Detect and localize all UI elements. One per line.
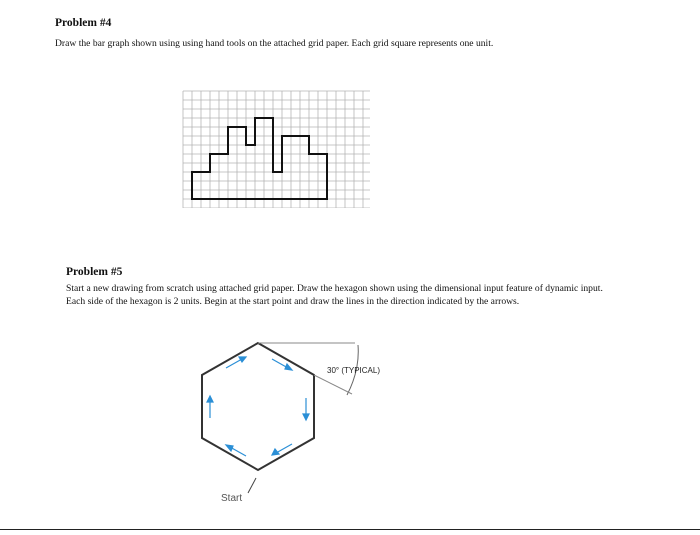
grid-paper (183, 91, 370, 208)
hexagon-figure (190, 330, 410, 510)
angle-label: 30° (TYPICAL) (327, 366, 380, 375)
bar-graph-outline (192, 118, 327, 199)
problem5-title: Problem #5 (66, 266, 123, 278)
start-leader-line (248, 478, 256, 493)
arrow-up-left-side (207, 396, 213, 418)
hexagon-outline (202, 343, 314, 470)
problem4-title: Problem #4 (55, 17, 112, 29)
angle-extension-line (314, 375, 352, 394)
problem4-instructions: Draw the bar graph shown using using hand tools on the attached grid paper. Each grid square represents one unit. (55, 38, 494, 49)
page-bottom-rule (0, 529, 700, 530)
bar-graph-figure (180, 88, 370, 208)
start-label: Start (221, 493, 243, 504)
problem5-instructions-line1: Start a new drawing from scratch using attached grid paper. Draw the hexagon shown using the dimensional input feature of dynamic input. (66, 283, 603, 294)
problem5-instructions-line2: Each side of the hexagon is 2 units. Begin at the start point and draw the lines in the direction indicated by the arrows. (66, 296, 520, 307)
arrow-down-right-side (303, 398, 309, 420)
